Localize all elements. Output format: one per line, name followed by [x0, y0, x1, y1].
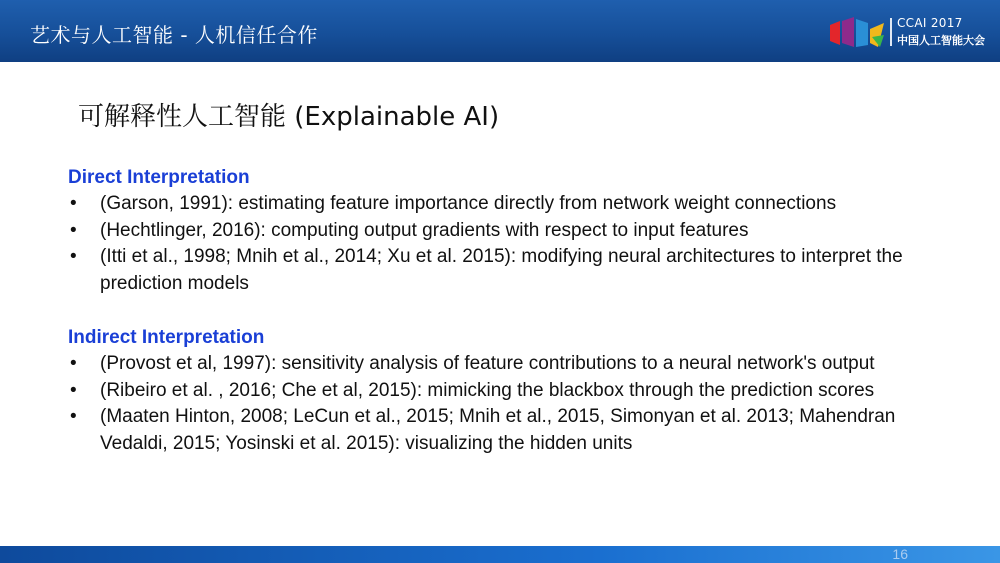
section-heading-indirect: Indirect Interpretation — [68, 327, 265, 348]
list-item — [68, 378, 948, 405]
bullet-icon: • — [70, 353, 77, 374]
list-item — [68, 404, 948, 457]
bullet-icon: • — [70, 219, 77, 241]
list-item-text: (Itti et al., 1998; Mnih et al., 2014; Xu et al. 2015): modifying neural architectures to interpret the prediction models — [100, 246, 903, 294]
bullet-icon: • — [70, 406, 77, 427]
indirect-interpretation-list — [68, 351, 948, 457]
ccai-logo-icon — [828, 15, 886, 49]
bullet-icon: • — [70, 379, 77, 401]
logo-event-name: CCAI 2017 — [897, 16, 963, 30]
ccai-logo — [828, 13, 993, 51]
page-number: 16 — [892, 546, 908, 562]
list-item — [68, 244, 948, 297]
list-item — [68, 351, 948, 378]
slide-header — [0, 0, 1000, 62]
list-item-text: (Maaten Hinton, 2008; LeCun et al., 2015; Mnih et al., 2015, Simonyan et al. 2013; Mahendran Vedaldi, 2015; Yosinski et al. 2015): visualizing the hidden units — [100, 406, 896, 454]
list-item — [68, 218, 948, 245]
bullet-icon: • — [70, 246, 77, 267]
list-item-text: (Garson, 1991): estimating feature importance directly from network weight connections — [100, 193, 837, 214]
slide-footer — [0, 546, 1000, 563]
list-item — [68, 191, 948, 218]
section-heading-direct: Direct Interpretation — [68, 167, 250, 188]
list-item-text: (Provost et al, 1997): sensitivity analysis of feature contributions to a neural network's output — [100, 353, 875, 374]
bullet-icon: • — [70, 193, 77, 214]
list-item-text: (Hechtlinger, 2016): computing output gradients with respect to input features — [100, 219, 749, 241]
header-title: 艺术与人工智能 - 人机信任合作 — [30, 23, 318, 47]
direct-interpretation-list — [68, 191, 948, 297]
logo-event-subtitle: 中国人工智能大会 — [897, 34, 985, 47]
list-item-text: (Ribeiro et al. , 2016; Che et al, 2015): mimicking the blackbox through the prediction scores — [100, 379, 875, 401]
slide-title: 可解释性人工智能 (Explainable AI) — [78, 102, 500, 132]
logo-divider — [890, 18, 892, 46]
